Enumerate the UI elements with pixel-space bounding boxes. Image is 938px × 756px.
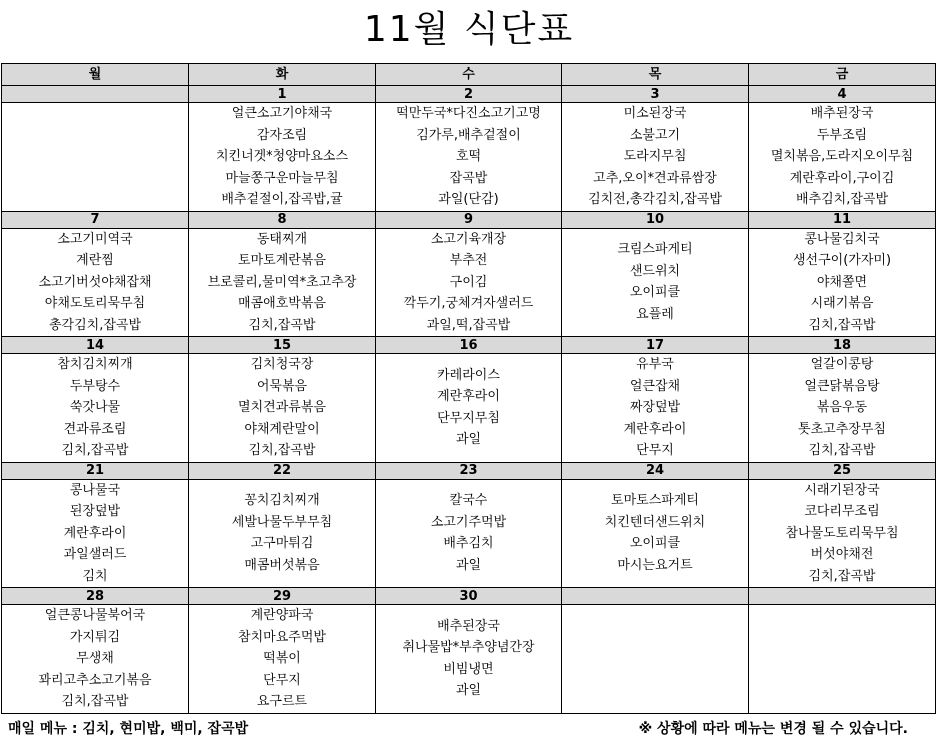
meal-cell xyxy=(562,605,749,714)
meal-cell xyxy=(562,479,749,588)
weekday-header: 목 xyxy=(562,64,749,86)
menu-item: 과일,떡,잡곡밥 xyxy=(426,317,511,333)
meal-cell xyxy=(376,354,562,463)
menu-item: 얼큰콩나물북어국 xyxy=(44,608,146,623)
menu-item: 김치,잡곡밥 xyxy=(61,443,129,458)
menu-item: 단무지 xyxy=(636,443,674,458)
menu-item: 무생채 xyxy=(76,651,114,666)
menu-item: 깍두기,궁체겨자샐러드 xyxy=(403,296,534,311)
menu-item: 시래기된장국 xyxy=(804,482,880,498)
meal-cell xyxy=(2,103,189,212)
menu-item: 소불고기 xyxy=(629,127,681,143)
meal-cell xyxy=(562,103,749,212)
menu-item: 떡볶이 xyxy=(263,651,301,666)
date-row xyxy=(2,211,936,228)
date-row xyxy=(2,588,936,605)
menu-item: 소고기육개장 xyxy=(430,231,507,247)
menu-item: 크림스파게티 xyxy=(617,242,693,258)
menu-item: 미소된장국 xyxy=(623,106,687,121)
menu-item: 계란후라이 xyxy=(623,421,687,437)
menu-item: 부추전 xyxy=(449,253,488,268)
menu-item: 어묵볶음 xyxy=(256,378,308,394)
date-cell: 25 xyxy=(749,462,936,479)
menu-item: 참나물도토리묵무침 xyxy=(785,525,899,541)
menu-item: 계란후라이,구이김 xyxy=(789,170,895,186)
menu-item: 김치,잡곡밥 xyxy=(808,317,876,333)
menu-item: 참치김치찌개 xyxy=(57,357,133,372)
menu-item: 톳초고추장무침 xyxy=(798,421,886,437)
menu-item: 단무지무침 xyxy=(437,410,500,426)
date-cell: 1 xyxy=(189,86,376,103)
menu-item: 김치,잡곡밥 xyxy=(808,568,876,584)
meal-plan-table xyxy=(1,63,936,714)
menu-item: 야채도토리묵무침 xyxy=(44,296,146,311)
menu-item: 과일샐러드 xyxy=(63,547,127,562)
date-cell: 16 xyxy=(376,337,562,354)
meal-cell xyxy=(189,605,376,714)
menu-item: 과일 xyxy=(455,557,482,573)
date-cell: 11 xyxy=(749,211,936,228)
menu-item: 콩나물김치국 xyxy=(804,231,880,247)
menu-item: 매콤버섯볶음 xyxy=(244,557,320,573)
date-cell: 9 xyxy=(376,211,562,228)
page-title: 11월 식단표 xyxy=(363,9,575,50)
menu-item: 배추겉절이,잡곡밥,귤 xyxy=(221,192,343,207)
menu-item: 오이피클 xyxy=(629,536,681,552)
meal-cell xyxy=(2,354,189,463)
menu-item: 참치마요주먹밥 xyxy=(238,629,326,645)
date-cell xyxy=(749,588,936,605)
menu-item: 소고기버섯야채잡채 xyxy=(38,274,152,290)
weekday-header-row xyxy=(2,64,936,86)
meal-row xyxy=(2,228,936,337)
meal-cell xyxy=(376,605,562,714)
menu-item: 배추김치 xyxy=(443,536,494,552)
menu-item: 잡곡밥 xyxy=(449,170,488,186)
menu-item: 콩나물국 xyxy=(69,482,121,498)
meal-row xyxy=(2,354,936,463)
date-cell xyxy=(2,86,189,103)
date-cell: 21 xyxy=(2,462,189,479)
menu-item: 배추김치,잡곡밥 xyxy=(795,192,889,207)
daily-menu-note: 매일 메뉴 : 김치, 현미밥, 백미, 잡곡밥 xyxy=(8,721,249,737)
meal-cell xyxy=(749,479,936,588)
menu-item: 계란후라이 xyxy=(63,525,127,541)
date-cell xyxy=(562,588,749,605)
menu-item: 고구마튀김 xyxy=(250,536,314,552)
meal-cell xyxy=(376,228,562,337)
date-cell: 10 xyxy=(562,211,749,228)
date-cell: 8 xyxy=(189,211,376,228)
menu-item: 도라지무침 xyxy=(623,149,687,164)
meal-row xyxy=(2,103,936,212)
menu-item: 고추,오이*견과류쌈장 xyxy=(593,170,717,186)
date-cell: 18 xyxy=(749,337,936,354)
meal-cell xyxy=(749,103,936,212)
meal-cell xyxy=(562,228,749,337)
menu-item: 취나물밥*부추양념간장 xyxy=(402,640,535,656)
menu-item: 과일 xyxy=(455,683,482,699)
menu-item: 얼갈이콩탕 xyxy=(810,357,874,372)
menu-item: 얼큰소고기야채국 xyxy=(231,106,333,121)
meal-cell xyxy=(189,354,376,463)
menu-item: 코다리무조림 xyxy=(804,504,880,519)
meal-cell xyxy=(749,228,936,337)
menu-item: 얼큰잡채 xyxy=(629,378,681,394)
weekday-header: 금 xyxy=(749,64,936,86)
menu-item: 계란양파국 xyxy=(250,608,314,623)
meal-cell xyxy=(2,479,189,588)
date-cell: 23 xyxy=(376,462,562,479)
menu-item: 김치,잡곡밥 xyxy=(61,694,129,709)
meal-cell xyxy=(376,103,562,212)
menu-item: 토마토스파게티 xyxy=(611,493,699,509)
menu-item: 계란후라이 xyxy=(437,389,500,405)
menu-item: 야채쫄면 xyxy=(816,274,868,290)
menu-item: 총각김치,잡곡밥 xyxy=(48,317,142,333)
date-cell: 22 xyxy=(189,462,376,479)
menu-item: 동태찌개 xyxy=(256,231,308,247)
menu-item: 치킨너겟*청양마요소스 xyxy=(215,149,349,164)
menu-item: 버섯야채전 xyxy=(810,547,874,562)
menu-item: 멸치견과류볶음 xyxy=(238,400,326,415)
menu-item: 두부조림 xyxy=(816,127,868,143)
meal-cell xyxy=(2,605,189,714)
meal-row xyxy=(2,479,936,588)
date-cell: 28 xyxy=(2,588,189,605)
date-cell: 2 xyxy=(376,86,562,103)
menu-item: 배추된장국 xyxy=(810,106,874,121)
menu-item: 요구르트 xyxy=(256,694,308,709)
meal-cell xyxy=(562,354,749,463)
meal-cell xyxy=(189,103,376,212)
menu-item: 오이피클 xyxy=(629,285,681,301)
menu-item: 야채계란말이 xyxy=(244,421,320,437)
menu-item: 비빔냉면 xyxy=(443,661,494,677)
date-cell: 29 xyxy=(189,588,376,605)
menu-item: 유부국 xyxy=(636,357,674,372)
menu-item: 치킨텐더샌드위치 xyxy=(604,514,706,530)
date-cell: 7 xyxy=(2,211,189,228)
menu-item: 된장덮밥 xyxy=(69,504,121,519)
menu-item: 멸치볶음,도라지오이무침 xyxy=(770,149,914,164)
menu-item: 짜장덮밥 xyxy=(629,400,681,415)
menu-item: 과일(단감) xyxy=(438,192,499,207)
change-notice: ※ 상황에 따라 메뉴는 변경 될 수 있습니다. xyxy=(638,721,908,737)
menu-item: 세발나물두부무침 xyxy=(231,514,333,530)
menu-item: 꽈리고추소고기볶음 xyxy=(38,672,152,688)
date-row xyxy=(2,462,936,479)
meal-row xyxy=(2,605,936,714)
date-cell: 4 xyxy=(749,86,936,103)
menu-item: 시래기볶음 xyxy=(810,296,874,311)
menu-item: 김치,잡곡밥 xyxy=(248,443,316,458)
menu-item: 김치,잡곡밥 xyxy=(808,443,876,458)
meal-cell xyxy=(749,354,936,463)
menu-item: 브로콜리,물미역*초고추장 xyxy=(207,274,357,290)
meal-cell xyxy=(189,479,376,588)
menu-item: 감자조림 xyxy=(256,127,308,143)
menu-item: 꽁치김치찌개 xyxy=(244,493,320,509)
meal-cell xyxy=(749,605,936,714)
menu-item: 김치청국장 xyxy=(250,357,314,372)
menu-item: 호떡 xyxy=(455,149,482,164)
menu-item: 견과류조림 xyxy=(63,421,127,437)
menu-item: 김치 xyxy=(82,568,108,584)
menu-item: 과일 xyxy=(455,432,482,448)
menu-item: 얼큰닭볶음탕 xyxy=(804,378,880,394)
menu-item: 계란찜 xyxy=(76,253,114,268)
menu-item: 볶음우동 xyxy=(816,400,868,415)
menu-item: 단무지 xyxy=(263,672,301,688)
meal-cell xyxy=(2,228,189,337)
date-row xyxy=(2,86,936,103)
menu-item: 쑥갓나물 xyxy=(69,400,121,415)
menu-item: 소고기미역국 xyxy=(57,231,133,247)
menu-item: 마늘쫑구운마늘무침 xyxy=(225,170,339,186)
weekday-header: 화 xyxy=(189,64,376,86)
weekday-header: 월 xyxy=(2,64,189,86)
menu-item: 카레라이스 xyxy=(437,367,500,383)
menu-item: 김가루,배추겉절이 xyxy=(416,127,521,143)
date-cell: 17 xyxy=(562,337,749,354)
date-cell: 14 xyxy=(2,337,189,354)
menu-item: 두부탕수 xyxy=(69,378,121,394)
menu-item: 토마토계란볶음 xyxy=(238,253,326,268)
meal-cell xyxy=(189,228,376,337)
menu-item: 매콤애호박볶음 xyxy=(238,296,326,311)
weekday-header: 수 xyxy=(376,64,562,86)
menu-item: 배추된장국 xyxy=(437,618,500,634)
date-cell: 24 xyxy=(562,462,749,479)
menu-item: 김치전,총각김치,잡곡밥 xyxy=(588,192,722,207)
menu-item: 김치,잡곡밥 xyxy=(248,317,316,333)
menu-item: 생선구이(가자미) xyxy=(792,253,892,268)
date-cell: 3 xyxy=(562,86,749,103)
date-cell: 30 xyxy=(376,588,562,605)
menu-item: 떡만두국*다진소고기고명 xyxy=(396,106,541,121)
menu-item: 마시는요거트 xyxy=(617,557,693,573)
menu-item: 가지튀김 xyxy=(69,629,121,645)
menu-item: 요플레 xyxy=(636,306,674,322)
meal-cell xyxy=(376,479,562,588)
date-cell: 15 xyxy=(189,337,376,354)
date-row xyxy=(2,337,936,354)
menu-item: 샌드위치 xyxy=(629,263,681,279)
menu-item: 구이김 xyxy=(449,274,488,290)
menu-item: 소고기주먹밥 xyxy=(430,514,507,530)
menu-item: 칼국수 xyxy=(449,493,488,509)
